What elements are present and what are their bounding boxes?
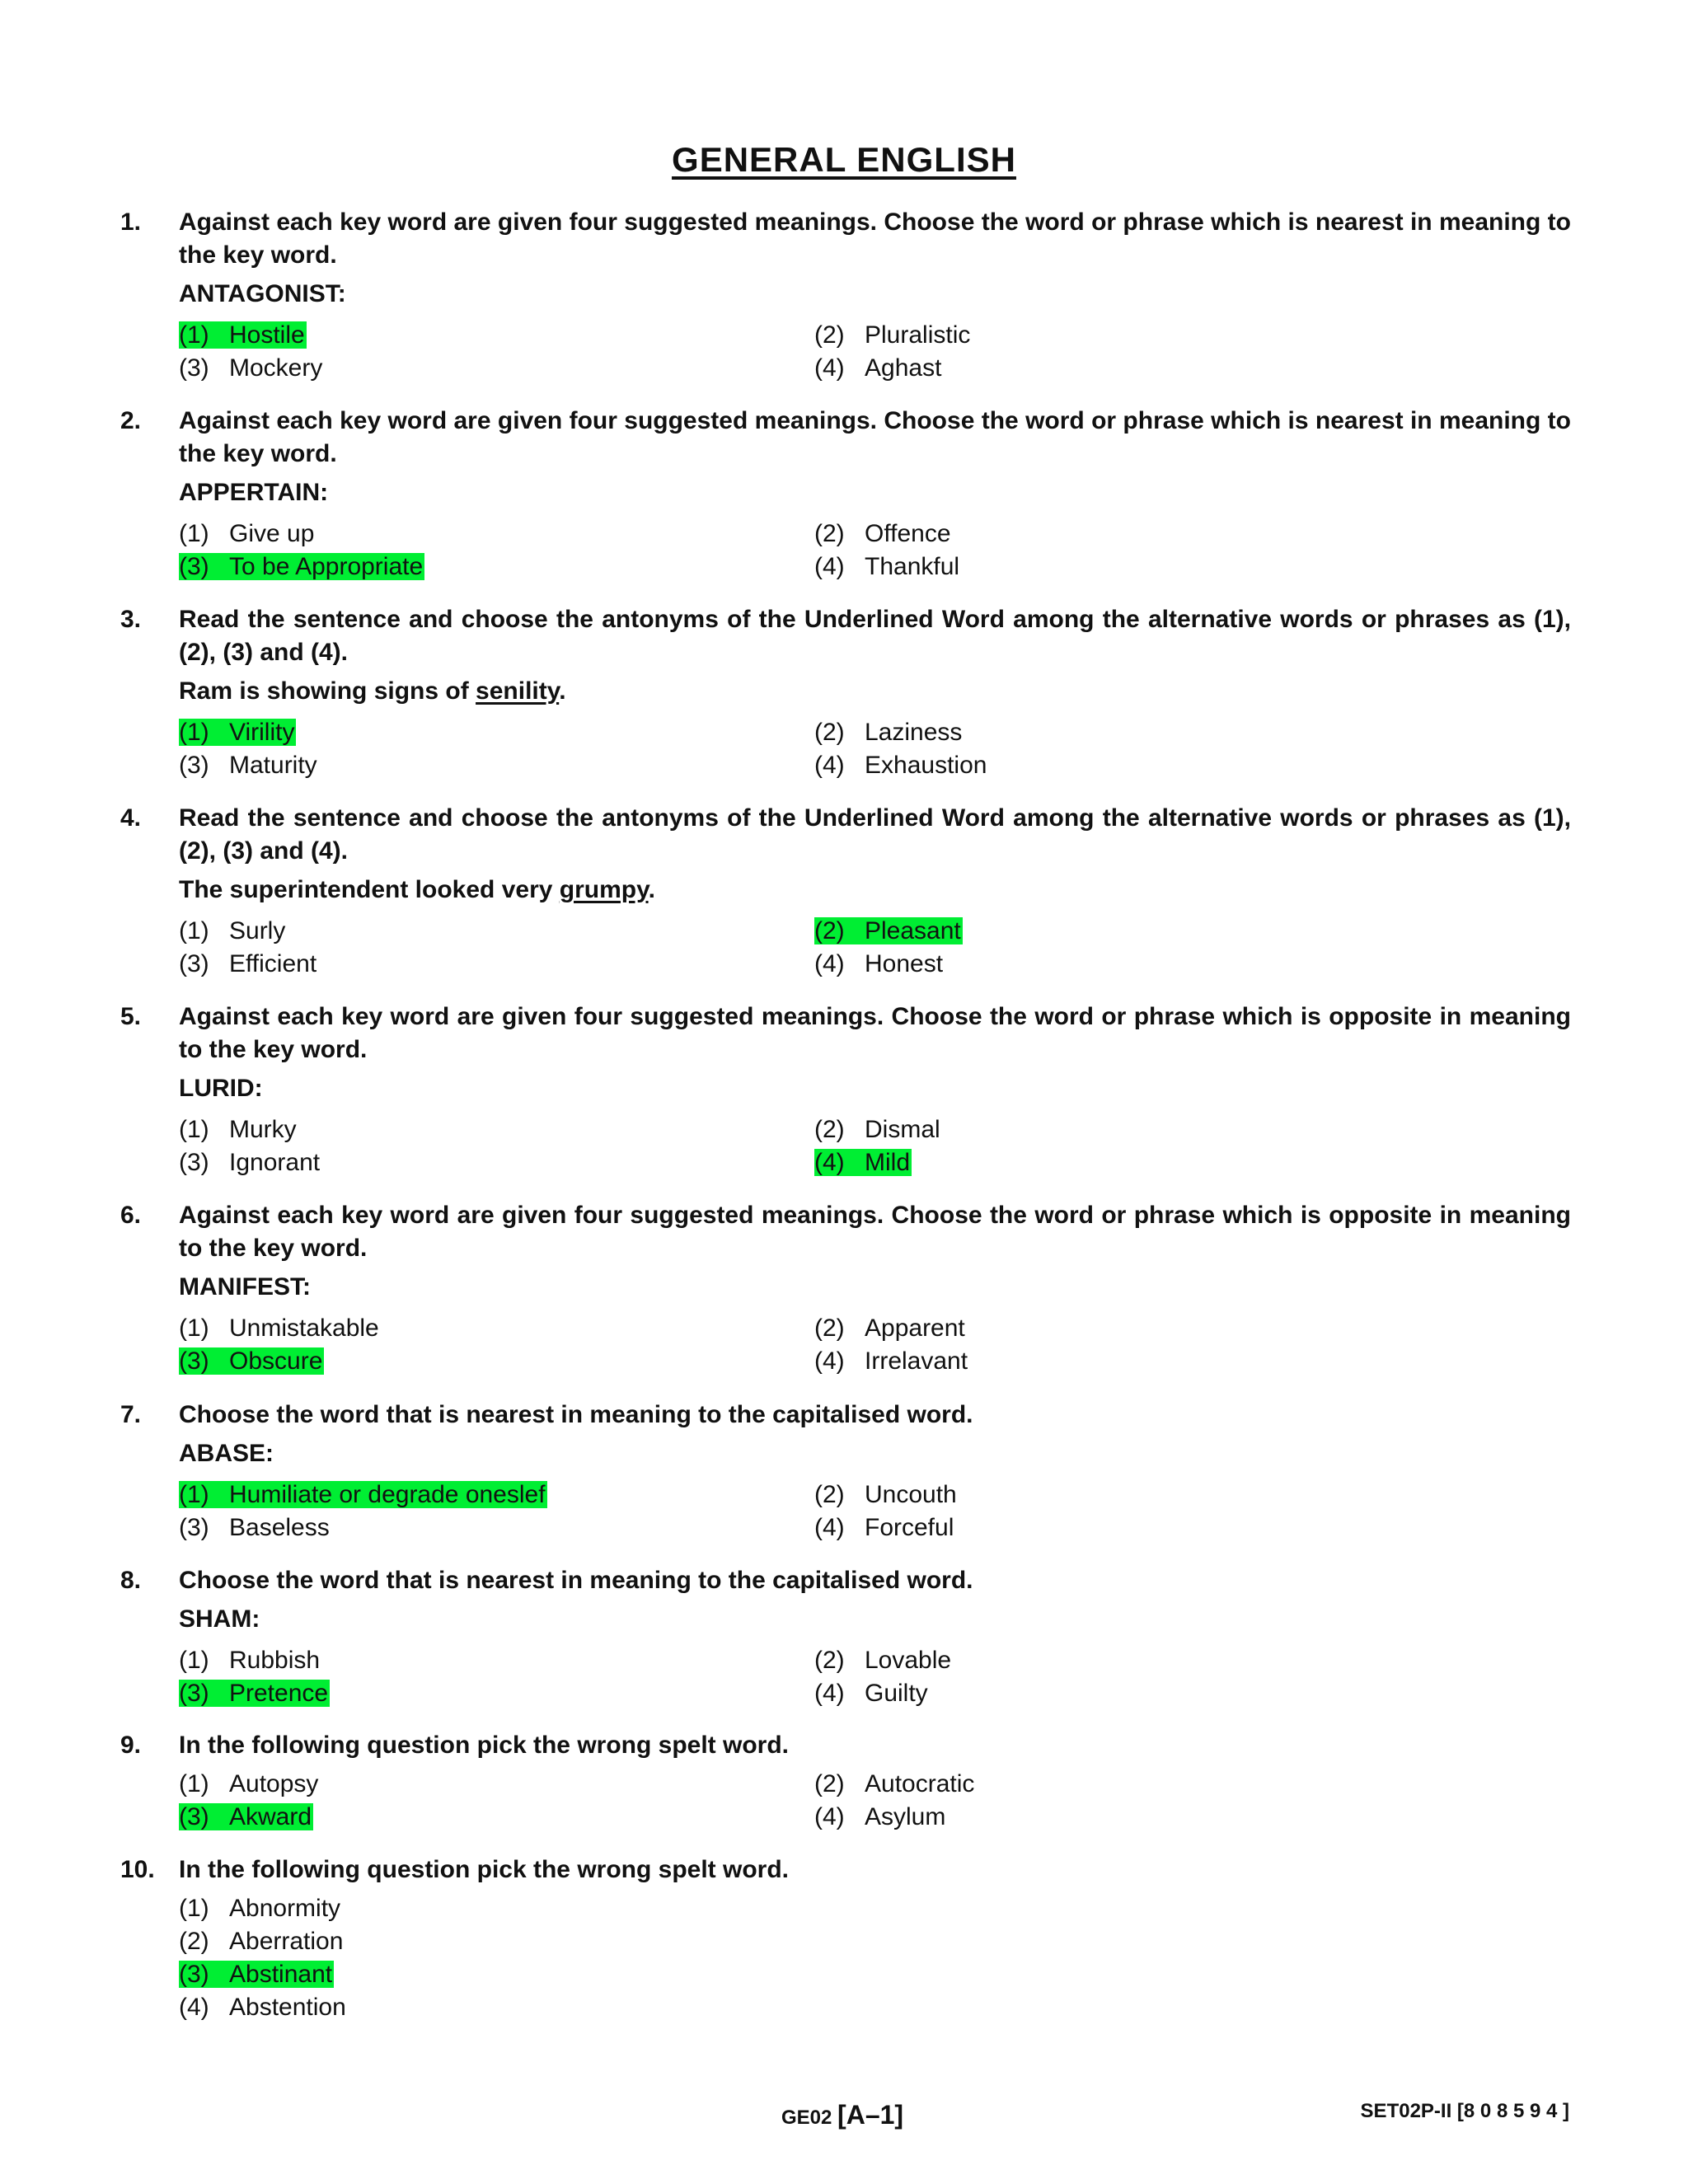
- question-number: 4.: [120, 804, 142, 832]
- question-text: Against each key word are given four suggested meanings. Choose the word or phrase which is opposite in meaning to the key word.: [179, 1202, 1571, 1262]
- options: [179, 915, 1571, 981]
- options: [179, 1113, 1571, 1179]
- question-number: 2.: [120, 407, 142, 434]
- option-3: (3) Pretence: [179, 1680, 329, 1707]
- question-number: 6.: [120, 1202, 142, 1229]
- key-word: ABASE:: [179, 1440, 274, 1467]
- option-1: (1) Humiliate or degrade oneslef: [179, 1481, 546, 1508]
- question-9: [120, 1729, 1571, 1834]
- question-text: Against each key word are given four suggested meanings. Choose the word or phrase which is nearest in meaning to the key word.: [179, 209, 1571, 269]
- question-text: Choose the word that is nearest in meaning to the capitalised word.: [179, 1401, 973, 1428]
- options: [179, 1644, 1571, 1710]
- option-1: (1) Give up: [179, 520, 315, 547]
- question-number: 5.: [120, 1003, 142, 1030]
- options: [179, 518, 1571, 583]
- sentence: The superintendent looked very grumpy.: [179, 876, 655, 903]
- option-1: (1) Murky: [179, 1116, 297, 1143]
- question-number: 7.: [120, 1401, 142, 1428]
- set-code: SET02P-II [8 0 8 5 9 4 ]: [1360, 2100, 1569, 2122]
- option-3: (3) Efficient: [179, 950, 317, 977]
- question-8: [120, 1564, 1571, 1710]
- question-number: 1.: [120, 209, 142, 236]
- question-1: [120, 206, 1571, 385]
- question-text: Choose the word that is nearest in meaning to the capitalised word.: [179, 1567, 973, 1594]
- option-1: (1) Hostile: [179, 321, 305, 349]
- option-4: (4) Asylum: [814, 1803, 946, 1830]
- question-number: 3.: [120, 606, 142, 633]
- option-2: (2) Pleasant: [814, 917, 961, 944]
- option-2: (2) Autocratic: [814, 1770, 975, 1797]
- question-text: Read the sentence and choose the antonyms of the Underlined Word among the alternative words or phrases as (1), (2), (3) and (4).: [179, 606, 1571, 666]
- question-text: In the following question pick the wrong spelt word.: [179, 1856, 789, 1883]
- question-text: Against each key word are given four suggested meanings. Choose the word or phrase which is opposite in meaning to the key word.: [179, 1003, 1571, 1063]
- option-4: (4) Mild: [814, 1149, 911, 1176]
- option-3: (3) Maturity: [179, 752, 317, 779]
- question-number: 9.: [120, 1732, 142, 1759]
- options: [179, 1768, 1571, 1834]
- option-4: (4) Aghast: [814, 354, 942, 382]
- option-2: (2) Pluralistic: [814, 321, 971, 349]
- question-5: [120, 1001, 1571, 1179]
- question-text: Read the sentence and choose the antonyms of the Underlined Word among the alternative words or phrases as (1), (2), (3) and (4).: [179, 804, 1571, 865]
- sentence: Ram is showing signs of senility.: [179, 677, 566, 705]
- key-word: SHAM:: [179, 1605, 260, 1633]
- option-3: (3) Ignorant: [179, 1149, 321, 1176]
- option-4: (4) Abstention: [179, 1994, 346, 2021]
- question-6: [120, 1199, 1571, 1378]
- option-4: (4) Forceful: [814, 1514, 954, 1541]
- key-word: ANTAGONIST:: [179, 280, 346, 307]
- key-word: LURID:: [179, 1075, 263, 1102]
- options: [179, 716, 1571, 782]
- options: [179, 1479, 1571, 1544]
- underlined-word: senility: [476, 677, 560, 705]
- options: [179, 1892, 1571, 2024]
- option-4: (4) Honest: [814, 950, 944, 977]
- question-text: In the following question pick the wrong spelt word.: [179, 1732, 789, 1759]
- option-1: (1) Abnormity: [179, 1895, 341, 1922]
- key-word: APPERTAIN:: [179, 479, 329, 506]
- question-7: [120, 1399, 1571, 1544]
- question-10: [120, 1854, 1571, 2024]
- underlined-word: grumpy: [559, 876, 649, 903]
- page-code: GE02 [A–1]: [781, 2100, 904, 2130]
- option-3: (3) Akward: [179, 1803, 312, 1830]
- question-text: Against each key word are given four suggested meanings. Choose the word or phrase which is nearest in meaning to the key word.: [179, 407, 1571, 467]
- question-2: [120, 405, 1571, 583]
- options: [179, 319, 1571, 385]
- question-number: 8.: [120, 1567, 142, 1594]
- option-4: (4) Guilty: [814, 1680, 928, 1707]
- page-title: GENERAL ENGLISH: [672, 140, 1016, 179]
- options: [179, 1312, 1571, 1378]
- option-3: (3) Abstinant: [179, 1961, 333, 1988]
- option-3: (3) Mockery: [179, 354, 323, 382]
- option-3: (3) Obscure: [179, 1347, 323, 1375]
- option-2: (2) Aberration: [179, 1928, 344, 1955]
- question-4: [120, 802, 1571, 981]
- option-1: (1) Surly: [179, 917, 286, 944]
- question-number: 10.: [120, 1856, 155, 1883]
- option-2: (2) Uncouth: [814, 1481, 957, 1508]
- option-3: (3) To be Appropriate: [179, 553, 424, 580]
- option-1: (1) Virility: [179, 719, 295, 746]
- option-2: (2) Laziness: [814, 719, 963, 746]
- option-3: (3) Baseless: [179, 1514, 330, 1541]
- option-4: (4) Irrelavant: [814, 1347, 968, 1375]
- option-4: (4) Thankful: [814, 553, 960, 580]
- option-1: (1) Rubbish: [179, 1647, 321, 1674]
- question-3: [120, 603, 1571, 782]
- option-2: (2) Dismal: [814, 1116, 940, 1143]
- option-1: (1) Autopsy: [179, 1770, 319, 1797]
- option-2: (2) Apparent: [814, 1315, 965, 1342]
- option-1: (1) Unmistakable: [179, 1315, 379, 1342]
- key-word: MANIFEST:: [179, 1273, 311, 1301]
- option-2: (2) Lovable: [814, 1647, 952, 1674]
- option-2: (2) Offence: [814, 520, 951, 547]
- option-4: (4) Exhaustion: [814, 752, 987, 779]
